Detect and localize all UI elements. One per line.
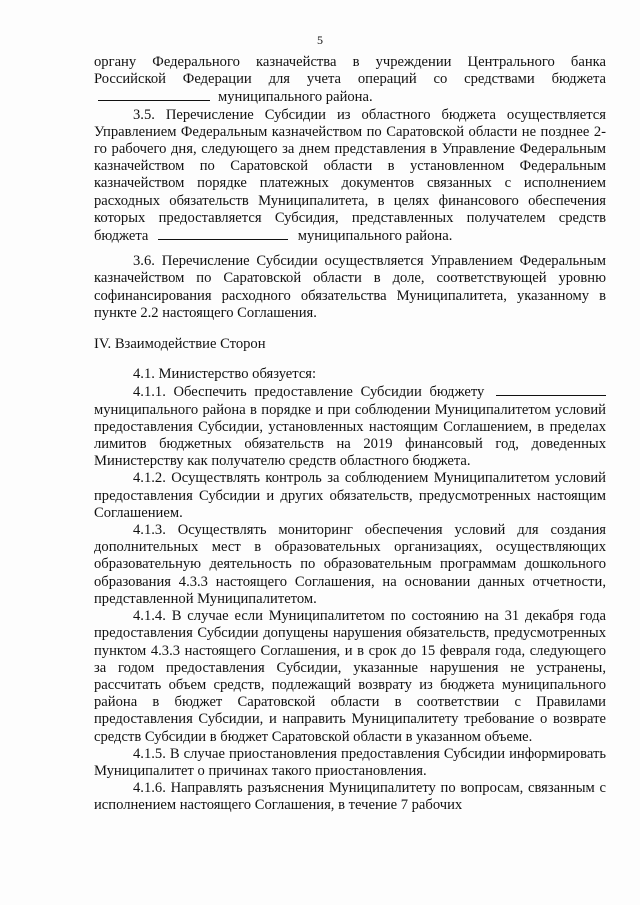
paragraph-text: 3.5. Перечисление Субсидии из областного бюджета осуществляется Управлением Федеральным казначейством по Саратовской области не позднее 2-го рабочего дня, следующего за днем представления в Управление Федеральным казначейством по Саратовской области в установленном Федеральным казначейством порядке платежных документов связанных с исполнением расходных обязательств Муниципалитета, в целях финансового обеспечения которых предоставляется Субсидия, представленных получателем средств бюджета [94, 106, 606, 245]
document-body [94, 54, 606, 815]
section-heading: IV. Взаимодействие Сторон [94, 336, 266, 353]
paragraph-4-1-2: 4.1.2. Осуществлять контроль за соблюдением Муниципалитетом условий предоставления Субсидии и других обязательств, предусмотренных настоящим Соглашением. [94, 470, 606, 521]
paragraph-continuation [94, 54, 606, 107]
paragraph-4-1-1 [94, 383, 606, 470]
paragraph-text: муниципального района. [218, 89, 373, 106]
page-number: 5 [317, 33, 323, 47]
paragraph-text: органу Федерального казначейства в учреждении Центрального банка Российской Федерации для учета операций со средствами бюджета [94, 54, 606, 88]
paragraph-text: муниципального района в порядке и при соблюдении Муниципалитетом условий предоставления Субсидии, установленных настоящим Соглашением, в пределах лимитов бюджетных обязательств на 2019 финансовый год, доведенных Министерству как получателю средств областного бюджета. [94, 401, 606, 470]
paragraph-text: 4.1.1. Обеспечить предоставление Субсидии бюджету [133, 384, 485, 401]
paragraph-3-6: 3.6. Перечисление Субсидии осуществляется Управлением Федеральным казначейством по Саратовской области в доле, соответствующей уровню софинансирования расходного обязательства Муниципалитета, указанному в пункте 2.2 настоящего Соглашения. [94, 253, 606, 321]
paragraph-4-1-3: 4.1.3. Осуществлять мониторинг обеспечения условий для создания дополнительных мест в образовательных организациях, осуществляющих образовательную деятельность по образовательным программам дошкольного образования 4.3.3 настоящего Соглашения, на основании данных отчетности, представленной Муниципалитетом. [94, 522, 606, 607]
paragraph-text: муниципального района. [297, 228, 453, 245]
paragraph-4-1-6: 4.1.6. Направлять разъяснения Муниципалитету по вопросам, связанным с исполнением настоящего Соглашения, в течение 7 рабочих [94, 780, 606, 814]
paragraph-3-5 [94, 107, 606, 246]
paragraph-4-1-4: 4.1.4. В случае если Муниципалитетом по состоянию на 31 декабря года предоставления Субсидии допущены нарушения обязательств, предусмотренных пунктом 4.3.3 настоящего Соглашения, и в срок до 15 февраля года, следующего за годом предоставления Субсидии, указанные нарушения не устранены, рассчитать объем средств, подлежащий возврату из бюджета муниципального района в бюджет Саратовской области в соответствии с Правилами предоставления Субсидии, и направить Муниципалитету требование о возврате средств Субсидии в бюджет Саратовской области в указанном объеме. [94, 608, 606, 745]
paragraph-4-1-5: 4.1.5. В случае приостановления предоставления Субсидии информировать Муниципалитет о причинах такого приостановления. [94, 745, 606, 779]
blank-field [98, 88, 210, 101]
blank-field [158, 227, 288, 240]
blank-field [496, 383, 606, 396]
paragraph-4-1: 4.1. Министерство обязуется: [133, 366, 317, 383]
